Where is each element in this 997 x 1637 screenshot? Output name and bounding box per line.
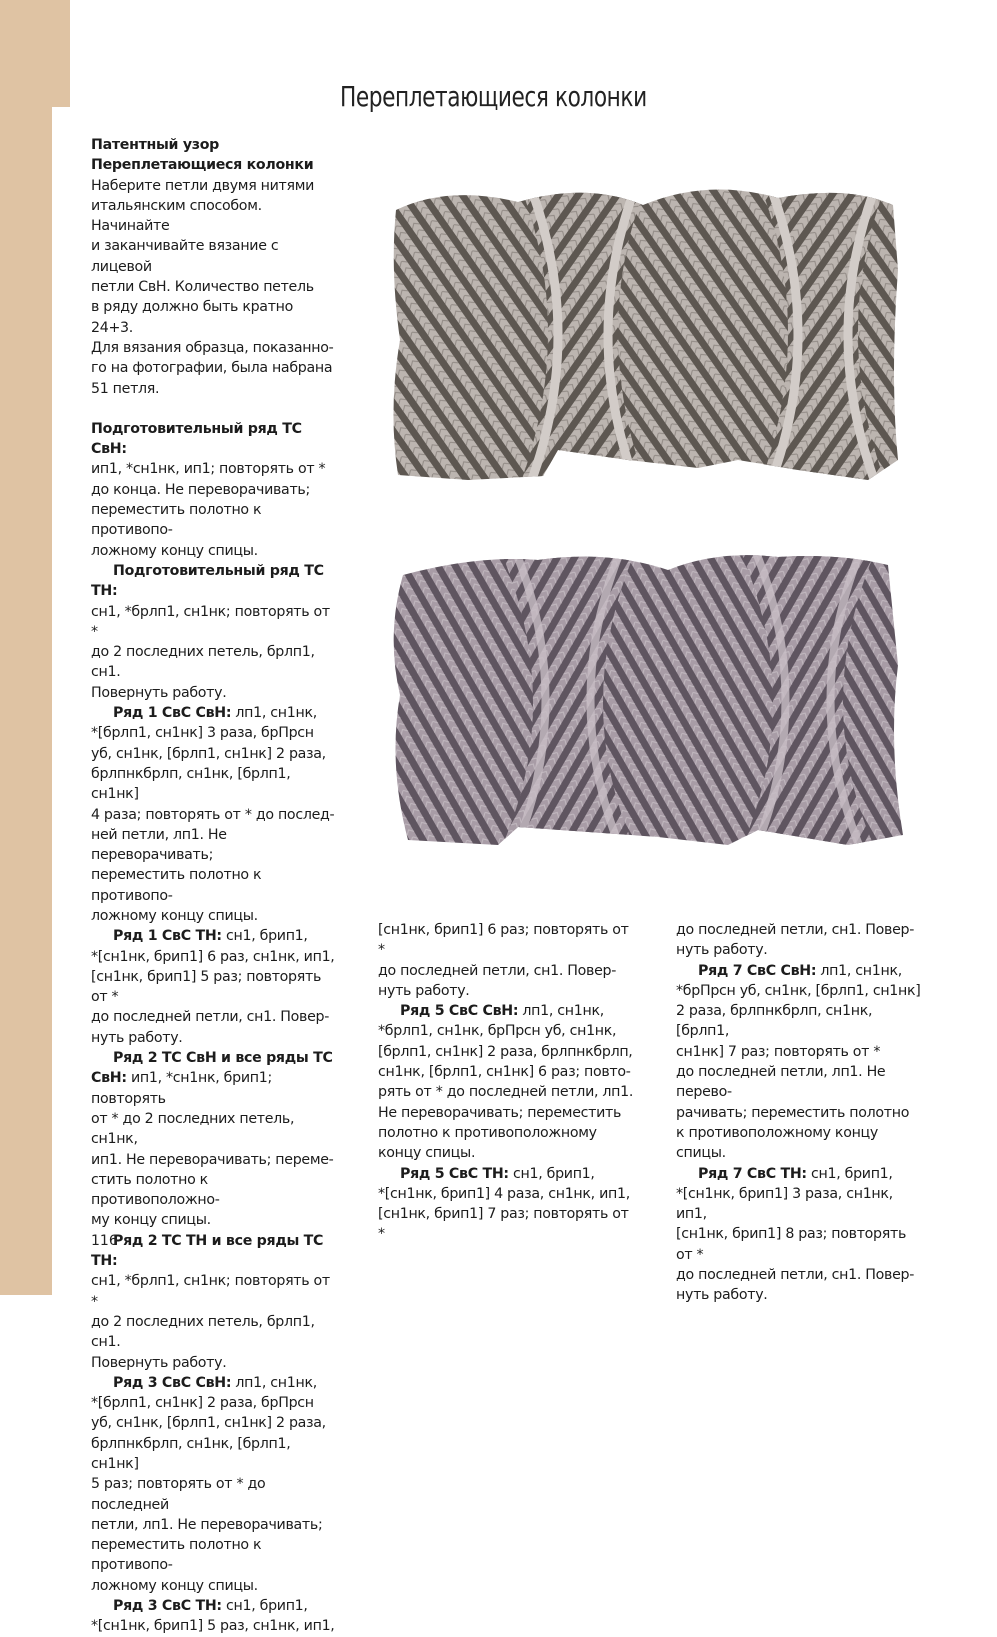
row-instruction-line: ип1. Не переворачивать; переме-: [91, 1151, 334, 1168]
row-text: лп1, сн1нк,: [231, 1374, 317, 1391]
row-label: Ряд 7 СвС ТН:: [698, 1165, 807, 1182]
row-instruction-line: му концу спицы.: [91, 1212, 211, 1229]
row-instruction-line: *брлп1, сн1нк, брПрсн уб, сн1нк,: [378, 1023, 617, 1040]
row-instruction-line: к противоположному концу спицы.: [676, 1124, 878, 1162]
row-label: Подготовительный ряд ТС СвН:: [91, 420, 302, 458]
row-instruction-line: сн1нк, [брлп1, сн1нк] 6 раз; повто-: [378, 1064, 631, 1081]
row-instruction-line: стить полотно к противоположно-: [91, 1171, 220, 1209]
row-instruction-line: до последней петли, лп1. Не перево-: [676, 1064, 886, 1101]
text-column-1: [91, 135, 339, 1637]
row-instruction-start: [91, 1048, 339, 1068]
row-instruction-line: ней петли, лп1. Не переворачивать;: [91, 826, 227, 864]
row-instruction-line: Не переворачивать; переместить: [378, 1104, 622, 1121]
row-label: Ряд 2 ТС СвН и все ряды ТС: [113, 1050, 333, 1067]
row-instruction-line: *[сн1нк, брип1] 4 раза, сн1нк, ип1,: [378, 1185, 630, 1202]
row-instruction-line: ложному концу спицы.: [91, 907, 258, 924]
row-instruction-line: *[сн1нк, брип1] 5 раз, сн1нк, ип1,: [91, 1618, 335, 1635]
row-instruction-line: переместить полотно к противопо-: [91, 1537, 262, 1574]
text-column-3: [676, 920, 926, 1306]
page-number: 116: [91, 1233, 118, 1249]
row-instruction-line: *брПрсн уб, сн1нк, [брлп1, сн1нк]: [676, 982, 921, 999]
row-label: Ряд 2 ТС ТН и все ряды ТС ТН:: [91, 1232, 324, 1270]
row-instruction-start: [676, 961, 926, 981]
row-instruction-line: сн1, *брлп1, сн1нк; повторять от *: [91, 603, 330, 640]
row-instruction-line: до последней петли, сн1. Повер-: [676, 922, 915, 938]
row-label: СвН:: [91, 1070, 127, 1087]
row-instruction-line: 5 раз; повторять от * до последней: [91, 1476, 266, 1513]
row-instruction-line: [91, 1068, 339, 1109]
row-instruction-line: 4 раза; повторять от * до послед-: [91, 806, 335, 823]
row-instruction-line: сн1нк] 7 раз; повторять от *: [676, 1043, 881, 1060]
row-text: сн1, брип1,: [221, 928, 308, 945]
row-instruction-line: Повернуть работу.: [91, 684, 227, 701]
intro-line: 51 петля.: [91, 380, 160, 397]
row-instruction-start: [91, 926, 339, 946]
row-instruction-line: петли, лп1. Не переворачивать;: [91, 1516, 323, 1533]
knit-swatch-photo-2: [378, 545, 908, 855]
row-instruction-line: ложному концу спицы.: [91, 1577, 258, 1594]
row-instruction-start: [91, 1373, 339, 1393]
row-instruction-start: [91, 1596, 339, 1616]
row-instruction-start: [91, 1231, 339, 1272]
page-tab-side: [0, 107, 52, 1295]
row-instruction-line: ложному концу спицы.: [91, 542, 258, 559]
row-instruction-start: [91, 561, 339, 602]
row-instruction-line: [брлп1, сн1нк] 2 раза, брлпнкбрлп,: [378, 1043, 633, 1060]
intro-line: итальянским способом. Начинайте: [91, 197, 262, 235]
knit-swatch-photo-1: [378, 180, 908, 490]
row-instruction-line: *[сн1нк, брип1] 3 раза, сн1нк, ип1,: [676, 1185, 893, 1223]
row-instruction-line: до конца. Не переворачивать;: [91, 481, 310, 498]
row-instruction-line: сн1, *брлп1, сн1нк; повторять от *: [91, 1273, 330, 1310]
row-text: сн1, брип1,: [806, 1165, 893, 1182]
intro-line: Наберите петли двумя нитями: [91, 177, 315, 194]
row-instruction-line: [сн1нк, брип1] 7 раз; повторять от *: [378, 1206, 629, 1243]
instructions-col1: [91, 419, 339, 1637]
row-label: Ряд 5 СвС ТН:: [400, 1165, 509, 1182]
row-instruction-line: до последней петли, сн1. Повер-: [91, 1009, 330, 1026]
row-text: ип1, *сн1нк, брип1; повторять: [91, 1070, 272, 1107]
pattern-type-heading: Патентный узор: [91, 137, 220, 153]
row-label: Ряд 1 СвС СвН:: [113, 705, 232, 722]
row-instruction-line: [сн1нк, брип1] 5 раз; повторять от *: [91, 968, 322, 1006]
row-instruction-line: Повернуть работу.: [91, 1354, 227, 1371]
row-instruction-line: до последней петли, сн1. Повер-: [676, 1267, 915, 1284]
row-label: Подготовительный ряд ТС ТН:: [91, 562, 324, 600]
row-instruction-line: до последней петли, сн1. Повер-: [378, 962, 617, 979]
row-instruction-line: нуть работу.: [676, 1287, 768, 1304]
row-instruction-line: *[брлп1, сн1нк] 2 раза, брПрсн: [91, 1395, 314, 1412]
row-text: лп1, сн1нк,: [518, 1003, 604, 1020]
row-instruction-start: [676, 1164, 926, 1184]
row-label: Ряд 1 СвС ТН:: [113, 928, 222, 945]
row-instruction-line: полотно к противоположному: [378, 1124, 597, 1141]
row-label: Ряд 3 СвС СвН:: [113, 1374, 232, 1391]
row-text: лп1, сн1нк,: [816, 962, 902, 979]
row-instruction-line: рачивать; переместить полотно: [676, 1104, 910, 1121]
row-instruction-start: [378, 1001, 638, 1021]
row-instruction-line: брлпнкбрлп, сн1нк, [брлп1, сн1нк]: [91, 1435, 291, 1472]
text-column-2: [378, 920, 638, 1245]
row-instruction-line: рять от * до последней петли, лп1.: [378, 1084, 634, 1101]
row-label: Ряд 3 СвС ТН:: [113, 1598, 222, 1615]
row-instruction-line: [сн1нк, брип1] 8 раз; повторять от *: [676, 1226, 907, 1263]
row-text: сн1, брип1,: [221, 1598, 308, 1615]
row-text: лп1, сн1нк,: [231, 705, 317, 722]
intro-line: в ряду должно быть кратно 24+3.: [91, 299, 294, 336]
row-instruction-line: концу спицы.: [378, 1145, 476, 1162]
row-instruction-line: нуть работу.: [676, 942, 768, 959]
row-instruction-line: *[сн1нк, брип1] 6 раз, сн1нк, ип1,: [91, 948, 335, 965]
row-instruction-start: [378, 1164, 638, 1184]
row-instruction-line: нуть работу.: [378, 982, 470, 999]
intro-line: петли СвН. Количество петель: [91, 279, 314, 296]
intro-line: и заканчивайте вязание с лицевой: [91, 238, 279, 275]
instructions-col3: [676, 920, 926, 1306]
pattern-name-heading: Переплетающиеся колонки: [91, 157, 314, 174]
row-text: сн1, брип1,: [508, 1165, 595, 1182]
row-instruction-line: от * до 2 последних петель, сн1нк,: [91, 1110, 295, 1148]
row-instruction-start: [91, 419, 339, 460]
row-instruction-line: уб, сн1нк, [брлп1, сн1нк] 2 раза,: [91, 745, 326, 762]
row-instruction-line: нуть работу.: [91, 1029, 183, 1046]
row-instruction-start: [91, 703, 339, 723]
instructions-col2: [378, 920, 638, 1245]
row-instruction-line: до 2 последних петель, брлп1, сн1.: [91, 644, 315, 681]
row-instruction-line: [сн1нк, брип1] 6 раз; повторять от *: [378, 922, 629, 959]
row-instruction-line: *[брлп1, сн1нк] 3 раза, брПрсн: [91, 725, 314, 742]
intro-line: го на фотографии, была набрана: [91, 360, 333, 377]
row-instruction-line: брлпнкбрлп, сн1нк, [брлп1, сн1нк]: [91, 765, 291, 803]
row-instruction-line: 2 раза, брлпнкбрлп, сн1нк, [брлп1,: [676, 1003, 873, 1040]
row-label: Ряд 5 СвС СвН:: [400, 1003, 519, 1020]
intro-line: Для вязания образца, показанно-: [91, 339, 334, 356]
page-title: Переплетающиеся колонки: [340, 80, 647, 113]
row-instruction-line: уб, сн1нк, [брлп1, сн1нк] 2 раза,: [91, 1415, 326, 1432]
row-label: Ряд 7 СвС СвН:: [698, 962, 817, 979]
row-instruction-line: переместить полотно к противопо-: [91, 867, 262, 904]
row-instruction-line: ип1, *сн1нк, ип1; повторять от *: [91, 461, 326, 478]
row-instruction-line: переместить полотно к противопо-: [91, 502, 262, 539]
row-instruction-line: до 2 последних петель, брлп1, сн1.: [91, 1313, 315, 1351]
page-tab-top: [0, 0, 70, 107]
